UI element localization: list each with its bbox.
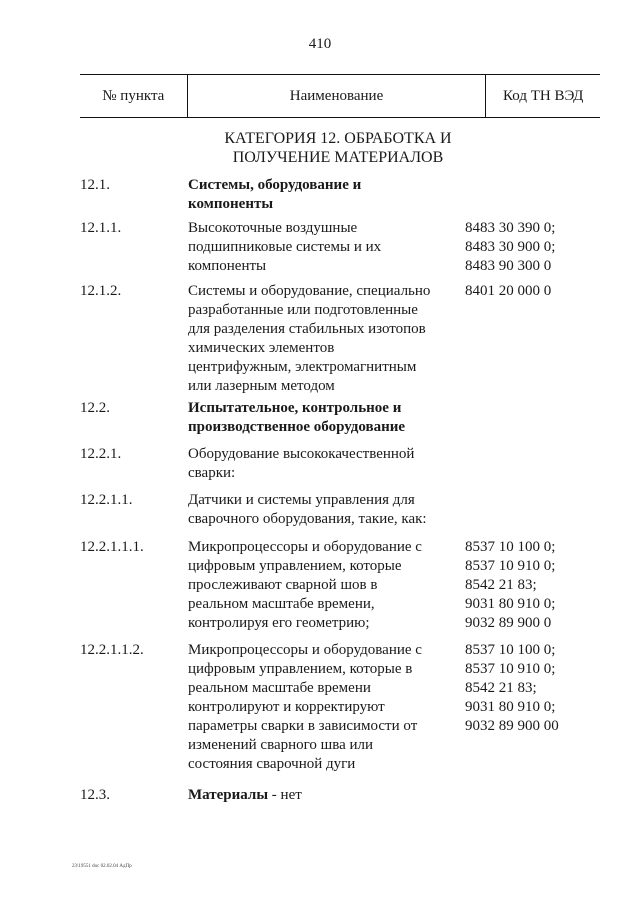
item-name-line: Системы и оборудование, специально bbox=[188, 283, 431, 299]
item-name-line: Микропроцессоры и оборудование с bbox=[188, 539, 422, 555]
category-title-line: ПОЛУЧЕНИЕ МАТЕРИАЛОВ bbox=[232, 149, 444, 166]
item-name-line: состояния сварочной дуги bbox=[188, 756, 356, 772]
item-code: 8483 90 300 0 bbox=[465, 258, 552, 274]
item-name-rest: - нет bbox=[268, 787, 302, 803]
item-name-line: цифровым управлением, которые в bbox=[188, 661, 413, 677]
header-col-name: Наименование bbox=[187, 75, 487, 117]
item-number: 12.2.1.1.1. bbox=[80, 539, 144, 555]
item-name bbox=[188, 538, 463, 633]
table-header bbox=[80, 74, 600, 118]
item-name-bold: Материалы bbox=[188, 787, 269, 803]
item-number: 12.1.1. bbox=[80, 220, 122, 236]
item-name-line: параметры сварки в зависимости от bbox=[188, 718, 418, 734]
footer-doc-id: 23\19551 doc 02.02.04 АдПр bbox=[72, 864, 132, 869]
item-name bbox=[188, 641, 463, 774]
item-name-line: контролируя его геометрию; bbox=[188, 615, 370, 631]
item-name-line: химических элементов bbox=[188, 340, 335, 356]
category-title bbox=[188, 129, 488, 167]
item-name bbox=[188, 491, 463, 529]
item-name-line: сварочного оборудования, такие, как: bbox=[188, 511, 427, 527]
item-codes bbox=[465, 219, 605, 276]
item-name-line: Испытательное, контрольное и bbox=[188, 400, 402, 416]
item-name-line: реальном масштабе времени, bbox=[188, 596, 375, 612]
item-name-line: прослеживают сварной шов в bbox=[188, 577, 378, 593]
item-name-line: производственное оборудование bbox=[188, 419, 406, 435]
header-col-number: № пункта bbox=[102, 87, 165, 104]
item-code: 9032 89 900 0 bbox=[465, 615, 552, 631]
item-number: 12.2.1.1. bbox=[80, 492, 133, 508]
item-name-line: центрифужным, электромагнитным bbox=[188, 359, 417, 375]
item-code: 9032 89 900 00 bbox=[465, 718, 559, 734]
item-codes bbox=[465, 641, 605, 736]
item-number: 12.2.1.1.2. bbox=[80, 642, 144, 658]
category-title-line: КАТЕГОРИЯ 12. ОБРАБОТКА И bbox=[224, 130, 452, 147]
item-name-line: сварки: bbox=[188, 465, 236, 481]
item-name bbox=[188, 399, 463, 437]
item-code: 8401 20 000 0 bbox=[465, 283, 552, 299]
item-name bbox=[188, 282, 463, 396]
item-codes bbox=[465, 282, 605, 301]
item-code: 8537 10 910 0; bbox=[465, 558, 556, 574]
item-code: 8537 10 100 0; bbox=[465, 642, 556, 658]
item-name-line: контролируют и корректируют bbox=[188, 699, 385, 715]
item-code: 9031 80 910 0; bbox=[465, 596, 556, 612]
item-name-line: или лазерным методом bbox=[188, 378, 335, 394]
item-name bbox=[188, 219, 463, 276]
item-name bbox=[188, 176, 463, 214]
item-name-line: компоненты bbox=[188, 196, 274, 212]
item-name-line: подшипниковые системы и их bbox=[188, 239, 382, 255]
page-number: 410 bbox=[308, 36, 332, 52]
item-code: 8483 30 390 0; bbox=[465, 220, 556, 236]
item-number: 12.2. bbox=[80, 400, 110, 416]
item-name bbox=[188, 786, 463, 805]
item-number: 12.1.2. bbox=[80, 283, 122, 299]
item-name-line: Микропроцессоры и оборудование с bbox=[188, 642, 422, 658]
item-code: 9031 80 910 0; bbox=[465, 699, 556, 715]
item-name-line: реальном масштабе времени bbox=[188, 680, 371, 696]
item-name-line: разработанные или подготовленные bbox=[188, 302, 418, 318]
item-name-line: изменений сварного шва или bbox=[188, 737, 374, 753]
item-code: 8542 21 83; bbox=[465, 680, 537, 696]
item-name-line: Системы, оборудование и bbox=[188, 177, 362, 193]
item-name-line: цифровым управлением, которые bbox=[188, 558, 402, 574]
item-name-line: Датчики и системы управления для bbox=[188, 492, 415, 508]
item-name-line: компоненты bbox=[188, 258, 267, 274]
item-name-line: для разделения стабильных изотопов bbox=[188, 321, 426, 337]
item-code: 8483 30 900 0; bbox=[465, 239, 556, 255]
item-number: 12.2.1. bbox=[80, 446, 122, 462]
item-number: 12.1. bbox=[80, 177, 110, 193]
item-code: 8537 10 100 0; bbox=[465, 539, 556, 555]
item-number: 12.3. bbox=[80, 787, 110, 803]
item-codes bbox=[465, 538, 605, 633]
item-code: 8537 10 910 0; bbox=[465, 661, 556, 677]
item-name bbox=[188, 445, 463, 483]
header-col-code: Код ТН ВЭД bbox=[503, 87, 584, 104]
item-code: 8542 21 83; bbox=[465, 577, 537, 593]
item-name-line: Оборудование высококачественной bbox=[188, 446, 415, 462]
item-name-line: Высокоточные воздушные bbox=[188, 220, 358, 236]
